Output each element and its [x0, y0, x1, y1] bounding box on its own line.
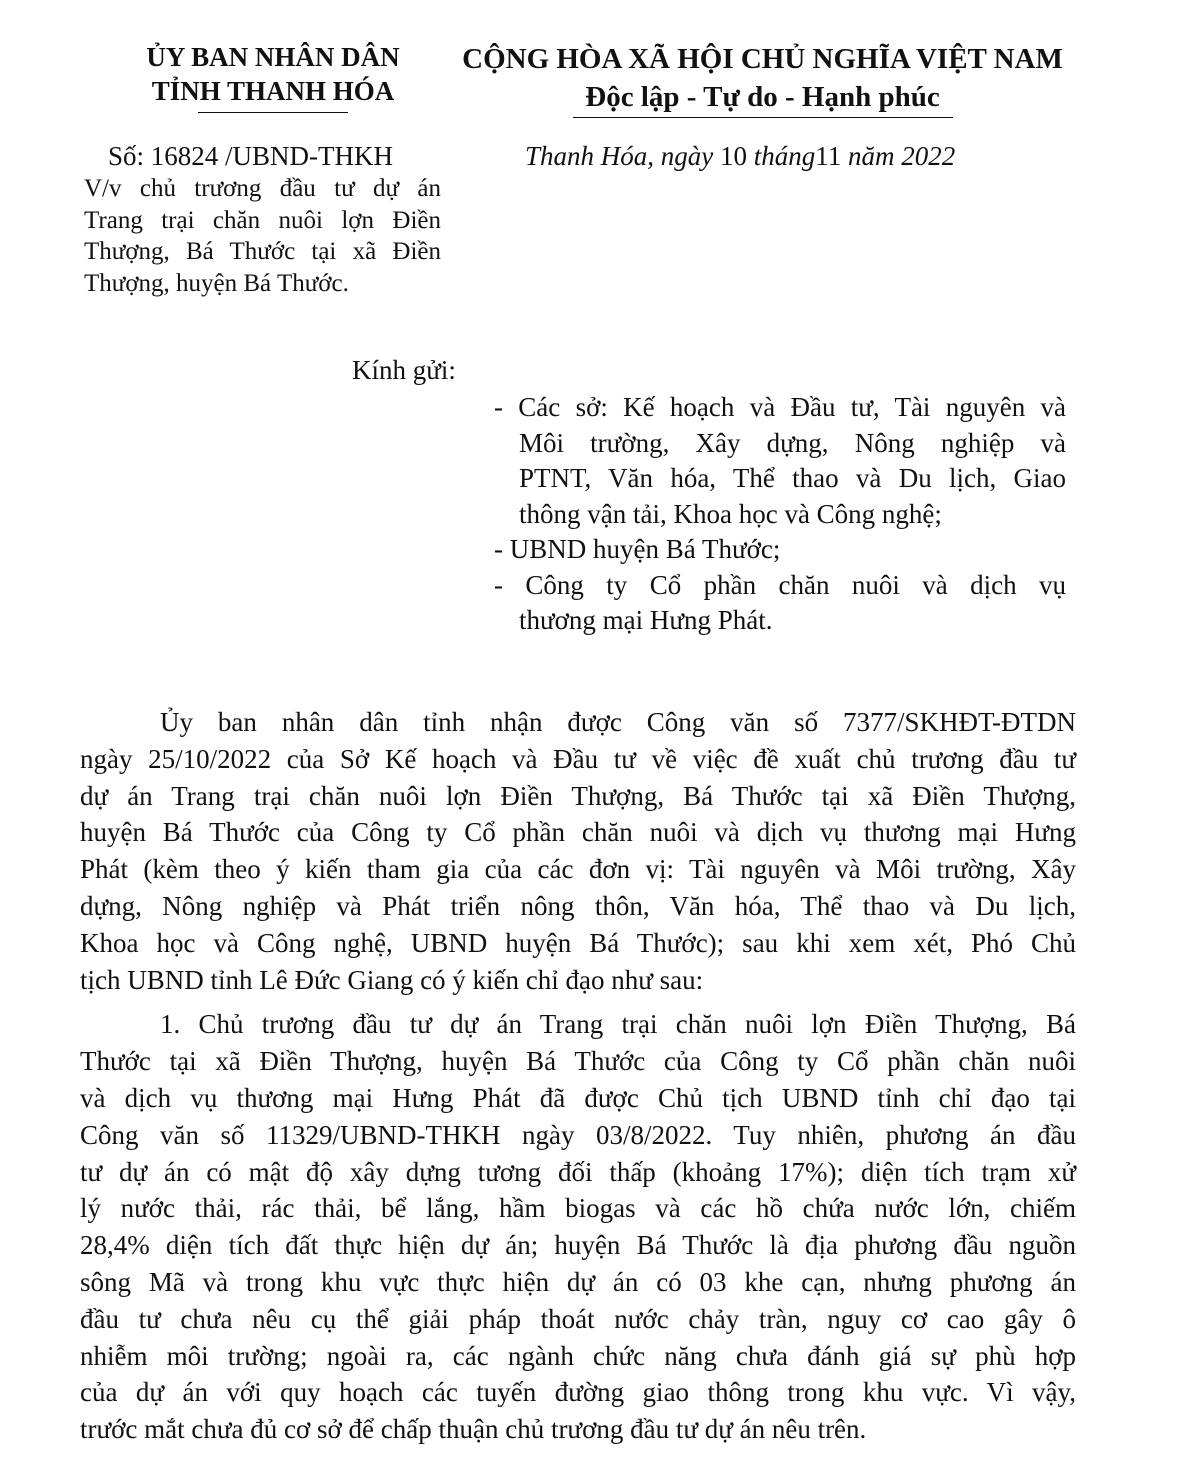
recipient-line: thông vận tải, Khoa học và Công nghệ;: [519, 498, 942, 529]
body-line: 1. Chủ trương đầu tư dự án Trang trại chăn nuôi lợn Điền Thượng, Bá: [160, 1009, 1076, 1040]
national-header: [460, 40, 1065, 118]
body-line: của dự án với quy hoạch các tuyến đường giao thông trong khu vực. Vì vậy,: [80, 1377, 1076, 1408]
date-day: 10: [720, 141, 747, 171]
date-prefix: Thanh Hóa, ngày: [525, 141, 720, 171]
national-title: CỘNG HÒA XÃ HỘI CHỦ NGHĨA VIỆT NAM: [462, 43, 1063, 75]
body-line: nhiễm môi trường; ngoài ra, các ngành chức năng chưa đánh giá sự phù hợp: [80, 1340, 1076, 1371]
body-line: Ủy ban nhân dân tỉnh nhận được Công văn số 7377/SKHĐT-ĐTDN: [160, 707, 1076, 737]
authority-underline: [198, 112, 348, 113]
body-line: Khoa học và Công nghệ, UBND huyện Bá Thước); sau khi xem xét, Phó Chủ: [80, 927, 1076, 958]
body-line: sông Mã và trong khu vực thực hiện dự án có 03 khe cạn, nhưng phương án: [80, 1266, 1076, 1297]
date-year-label: năm 2022: [841, 141, 956, 171]
body-line: đầu tư chưa nêu cụ thể giải pháp thoát nước chảy tràn, nguy cơ cao gây ô: [80, 1303, 1076, 1334]
subject-line: Thượng, Bá Thước tại xã Điền: [84, 238, 441, 265]
recipients-label: Kính gửi:: [352, 355, 456, 385]
national-motto: Độc lập - Tự do - Hạnh phúc: [585, 81, 940, 113]
authority-line-2: TỈNH THANH HÓA: [151, 76, 395, 106]
document-subject: [84, 173, 441, 299]
document-body: [80, 704, 1076, 1448]
date-month-label: tháng: [747, 141, 816, 171]
body-line: Thước tại xã Điền Thượng, huyện Bá Thước của Công ty Cổ phần chăn nuôi: [80, 1046, 1076, 1077]
recipient-line: thương mại Hưng Phát.: [519, 605, 773, 635]
recipient-line: PTNT, Văn hóa, Thể thao và Du lịch, Giao: [519, 463, 1066, 493]
body-line: trước mắt chưa đủ cơ sở để chấp thuận chủ trương đầu tư dự án nêu trên.: [80, 1414, 867, 1445]
body-line: ngày 25/10/2022 của Sở Kế hoạch và Đầu tư về việc đề xuất chủ trương đầu tư: [80, 743, 1076, 774]
body-line: Phát (kèm theo ý kiến tham gia của các đơn vị: Tài nguyên và Môi trường, Xây: [80, 854, 1076, 885]
recipient-line: Môi trường, Xây dựng, Nông nghiệp và: [519, 427, 1066, 458]
subject-line: V/v chủ trương đầu tư dự án: [84, 175, 441, 202]
recipient-line: - UBND huyện Bá Thước;: [494, 534, 781, 564]
recipient-line: - Công ty Cổ phần chăn nuôi và dịch vụ: [494, 569, 1066, 600]
date-month: 11: [815, 141, 842, 171]
issuing-authority: [88, 40, 458, 113]
body-line: và dịch vụ thương mại Hưng Phát đã được Chủ tịch UBND tỉnh chỉ đạo tại: [80, 1082, 1076, 1113]
subject-line: Trang trại chăn nuôi lợn Điền: [84, 206, 441, 234]
body-line: 28,4% diện tích đất thực hiện dự án; huyện Bá Thước là địa phương đầu nguồn: [80, 1230, 1076, 1261]
paragraph-gap: [80, 998, 1076, 1006]
body-line: dự án Trang trại chăn nuôi lợn Điền Thượng, Bá Thước tại xã Điền Thượng,: [80, 780, 1076, 811]
recipient-line: - Các sở: Kế hoạch và Đầu tư, Tài nguyên và: [494, 392, 1066, 422]
motto-underline: [573, 117, 953, 118]
document-number: Số: 16824 /UBND-THKH: [108, 141, 394, 171]
body-line: Công văn số 11329/UBND-THKH ngày 03/8/2022. Tuy nhiên, phương án đầu: [80, 1119, 1076, 1150]
body-line: huyện Bá Thước của Công ty Cổ phần chăn nuôi và dịch vụ thương mại Hưng: [80, 817, 1076, 848]
body-line: tư dự án có mật độ xây dựng tương đối thấp (khoảng 17%); diện tích trạm xử: [80, 1156, 1076, 1187]
document-date: [525, 139, 955, 173]
authority-line-1: ỦY BAN NHÂN DÂN: [146, 42, 400, 72]
subject-line: Thượng, huyện Bá Thước.: [84, 269, 349, 297]
recipients-list: [494, 390, 1066, 639]
body-line: tịch UBND tỉnh Lê Đức Giang có ý kiến chỉ đạo như sau:: [80, 964, 704, 995]
body-line: lý nước thải, rác thải, bể lắng, hầm biogas và các hồ chứa nước lớn, chiếm: [80, 1193, 1076, 1224]
body-line: dựng, Nông nghiệp và Phát triển nông thôn, Văn hóa, Thể thao và Du lịch,: [80, 890, 1076, 921]
